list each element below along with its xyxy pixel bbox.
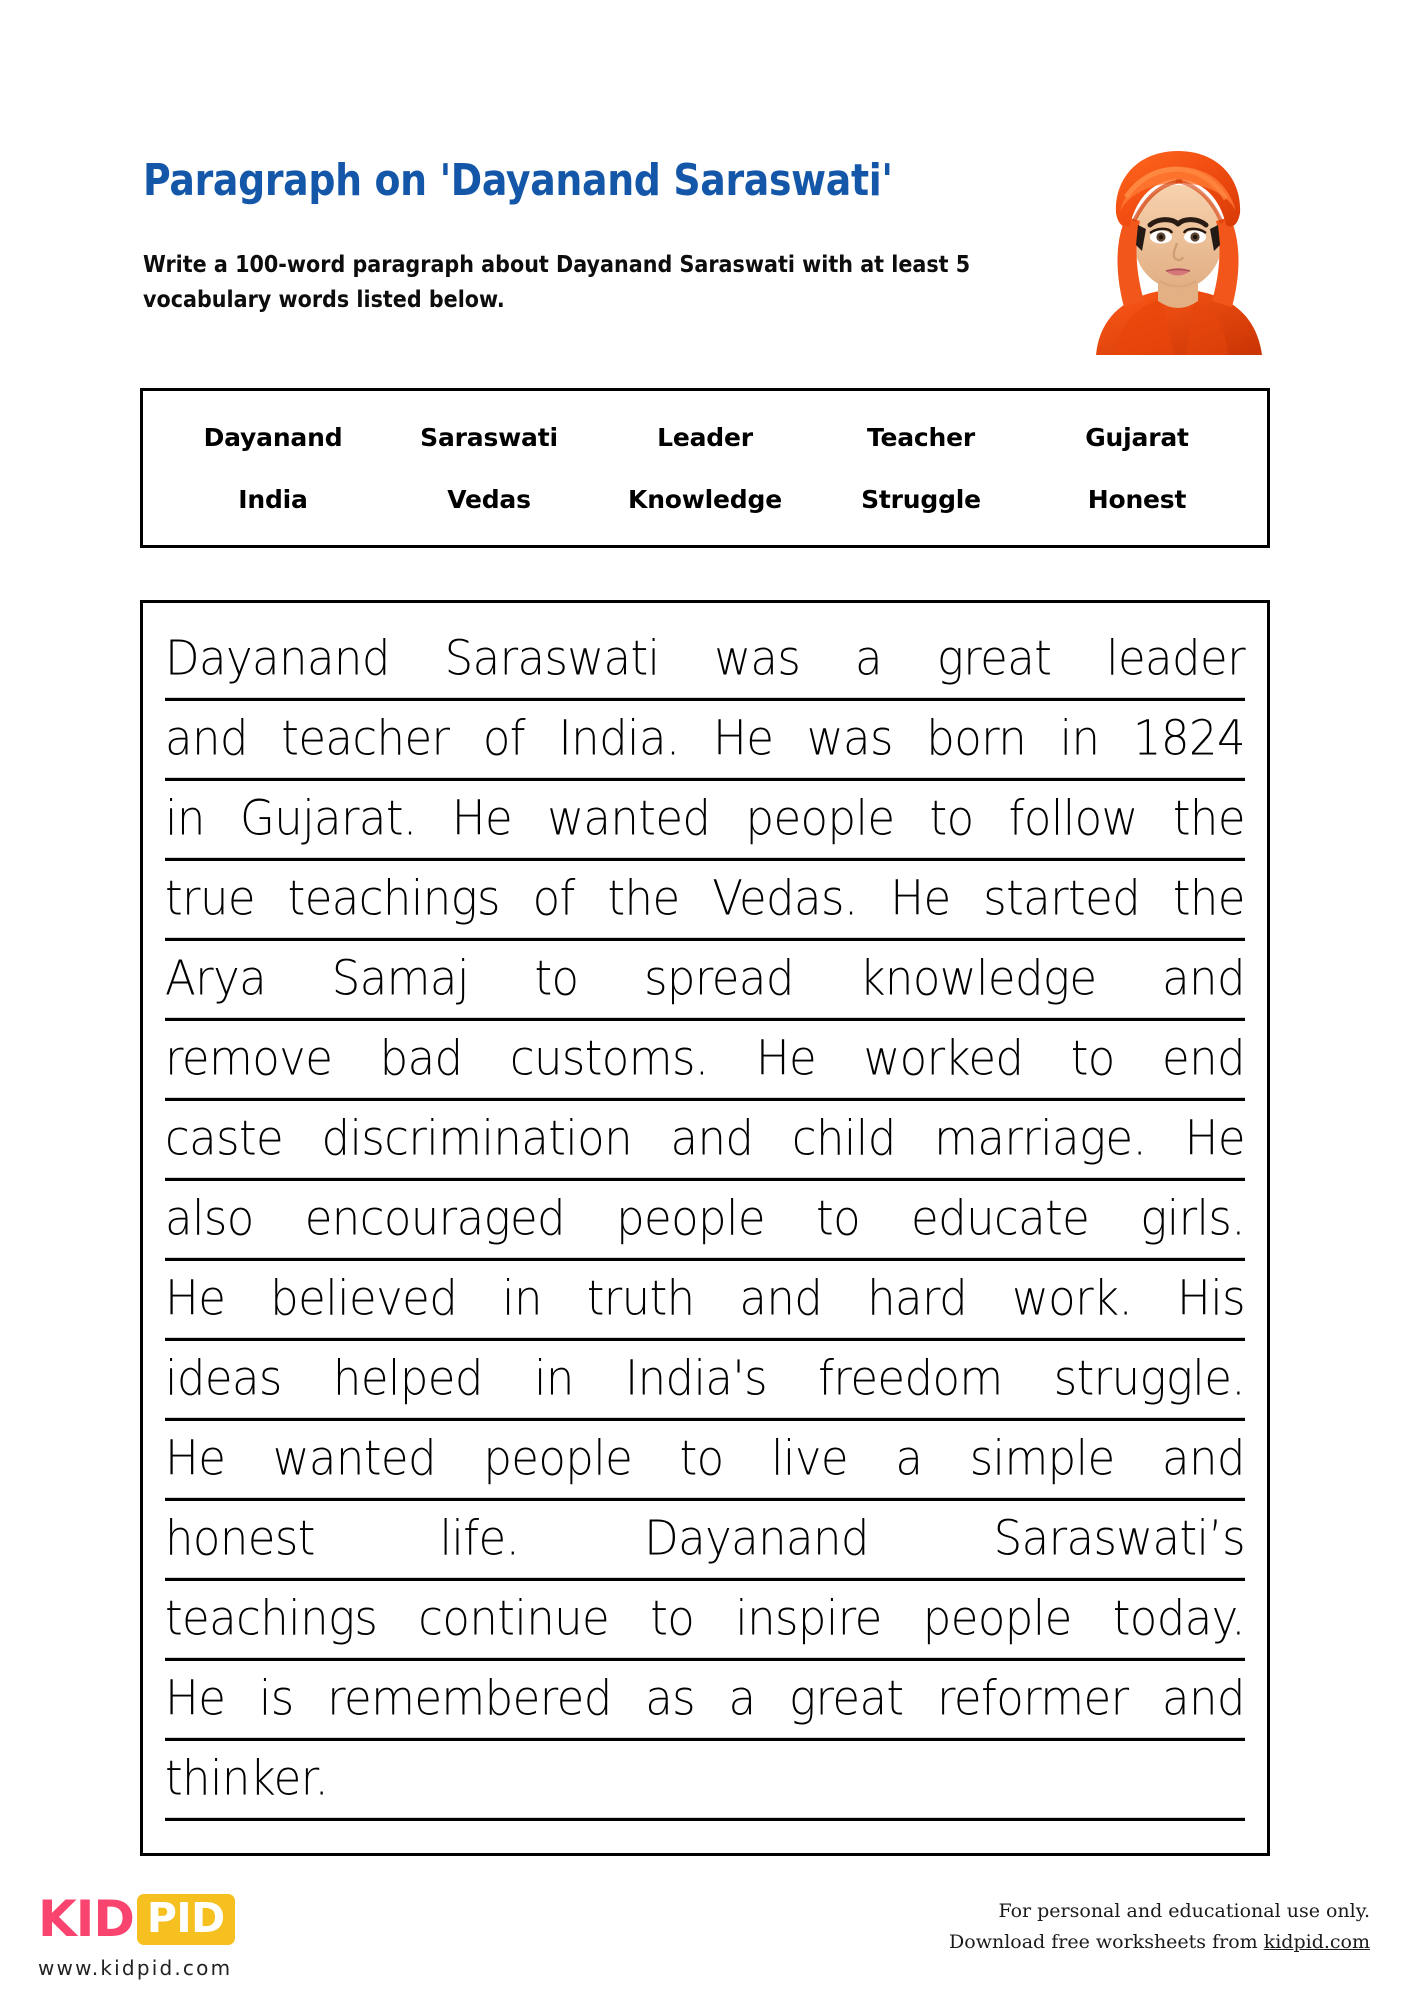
vocabulary-word: Struggle	[861, 484, 981, 514]
paragraph-word: work.	[1011, 1269, 1133, 1327]
paragraph-word: the	[1172, 789, 1245, 847]
paragraph-word: is	[258, 1669, 294, 1727]
paragraph-word: life.	[439, 1509, 520, 1567]
paragraph-word: a	[855, 629, 883, 687]
vocabulary-word: Gujarat	[1085, 422, 1189, 452]
paragraph-word: ideas	[165, 1349, 282, 1407]
logo-website-url: www.kidpid.com	[38, 1956, 233, 1980]
paragraph-word: He	[165, 1669, 226, 1727]
worksheet-header	[0, 0, 1414, 370]
paragraph-word: spread	[644, 949, 794, 1007]
paragraph-word: He	[755, 1029, 817, 1087]
paragraph-word: He	[713, 709, 774, 767]
footer-usage-note	[949, 1896, 1370, 1959]
paragraph-word: struggle.	[1053, 1349, 1245, 1407]
paragraph-word: He	[451, 789, 513, 847]
paragraph-line	[165, 1656, 1245, 1741]
paragraph-word: people	[745, 789, 895, 847]
paragraph-word: helped	[332, 1349, 483, 1407]
paragraph-word: bad	[379, 1029, 463, 1087]
footer-note-prefix: Download free worksheets from	[949, 1931, 1264, 1954]
paragraph-word: to	[534, 949, 579, 1007]
vocabulary-word: Teacher	[866, 422, 976, 452]
paragraph-word: educate	[911, 1189, 1090, 1247]
vocabulary-word: Vedas	[447, 484, 531, 514]
paragraph-word: and	[1162, 949, 1245, 1007]
paragraph-word: customs.	[509, 1029, 709, 1087]
paragraph-word: to	[679, 1429, 724, 1487]
vocabulary-word: Saraswati	[420, 422, 558, 452]
footer-note-line-2	[949, 1927, 1370, 1958]
paragraph-word: He	[165, 1269, 226, 1327]
paragraph-word: wanted	[272, 1429, 436, 1487]
paragraph-word: wanted	[547, 789, 711, 847]
paragraph-word: to	[816, 1189, 861, 1247]
paragraph-line	[165, 1176, 1245, 1261]
paragraph-line	[165, 1736, 1245, 1821]
paragraph-line	[165, 1336, 1245, 1421]
logo-kid-text: KID	[38, 1890, 134, 1948]
paragraph-word: of	[482, 709, 526, 767]
paragraph-line	[165, 1256, 1245, 1341]
vocabulary-row-1	[165, 406, 1245, 468]
paragraph-word: teachings	[165, 1589, 378, 1647]
paragraph-word: thinker.	[165, 1749, 329, 1807]
vocabulary-word: India	[238, 484, 308, 514]
paragraph-answer-box[interactable]	[140, 600, 1270, 1856]
paragraph-word: and	[165, 709, 248, 767]
paragraph-word: people	[483, 1429, 633, 1487]
paragraph-word: caste	[165, 1109, 284, 1167]
paragraph-word: born	[926, 709, 1027, 767]
paragraph-word: was	[714, 629, 801, 687]
paragraph-word: India's	[624, 1349, 768, 1407]
vocabulary-word: Honest	[1087, 484, 1187, 514]
paragraph-word: Gujarat.	[239, 789, 417, 847]
paragraph-word: child	[791, 1109, 896, 1167]
paragraph-word: and	[739, 1269, 823, 1327]
paragraph-word: people	[922, 1589, 1072, 1647]
paragraph-word: Dayanand	[644, 1509, 869, 1567]
paragraph-word: honest	[165, 1509, 315, 1567]
logo-pid-text: PID	[137, 1894, 235, 1945]
vocabulary-word: Leader	[657, 422, 753, 452]
paragraph-word: was	[806, 709, 893, 767]
paragraph-word: a	[728, 1669, 756, 1727]
paragraph-word: end	[1162, 1029, 1245, 1087]
vocabulary-word-box	[140, 388, 1270, 548]
paragraph-word: Saraswati	[444, 629, 660, 687]
paragraph-word: to	[929, 789, 974, 847]
kidpid-logo	[38, 1890, 368, 1980]
paragraph-line	[165, 776, 1245, 861]
paragraph-word: to	[1070, 1029, 1115, 1087]
paragraph-word: the	[1172, 869, 1245, 927]
paragraph-word: today.	[1112, 1589, 1245, 1647]
logo-mark	[38, 1890, 368, 1948]
page-title: Paragraph on 'Dayanand Saraswati'	[143, 155, 893, 206]
paragraph-word: He	[890, 869, 951, 927]
paragraph-word: teachings	[287, 869, 500, 927]
paragraph-word: true	[165, 869, 255, 927]
vocabulary-row-2	[165, 468, 1245, 530]
paragraph-word: great	[789, 1669, 904, 1727]
worksheet-instructions: Write a 100-word paragraph about Dayanand Saraswati with at least 5 vocabulary words listed below.	[143, 252, 971, 313]
paragraph-word: Dayanand	[165, 629, 390, 687]
paragraph-line	[165, 616, 1245, 701]
paragraph-word: and	[670, 1109, 754, 1167]
paragraph-line	[165, 1416, 1245, 1501]
paragraph-word: girls.	[1140, 1189, 1245, 1247]
paragraph-word: and	[1162, 1669, 1245, 1727]
paragraph-word: truth	[586, 1269, 695, 1327]
paragraph-word: remembered	[327, 1669, 612, 1727]
paragraph-line	[165, 1496, 1245, 1581]
paragraph-word: in	[502, 1269, 542, 1327]
paragraph-word: Samaj	[331, 949, 469, 1007]
paragraph-word: knowledge	[859, 949, 1097, 1007]
paragraph-line	[165, 1576, 1245, 1661]
paragraph-word: leader	[1106, 629, 1245, 687]
dayanand-saraswati-portrait-image	[1078, 125, 1278, 355]
paragraph-word: in	[534, 1349, 574, 1407]
paragraph-word: follow	[1008, 789, 1138, 847]
paragraph-word: teacher	[281, 709, 450, 767]
paragraph-line	[165, 856, 1245, 941]
paragraph-line	[165, 696, 1245, 781]
worksheet-footer	[0, 1880, 1414, 2000]
paragraph-word: marriage.	[934, 1109, 1147, 1167]
paragraph-word: Arya	[165, 949, 267, 1007]
paragraph-word: and	[1162, 1429, 1245, 1487]
paragraph-word: live	[771, 1429, 848, 1487]
paragraph-word: started	[983, 869, 1141, 927]
paragraph-word: great	[936, 629, 1052, 687]
paragraph-word: believed	[270, 1269, 458, 1327]
paragraph-line	[165, 936, 1245, 1021]
paragraph-word: freedom	[818, 1349, 1003, 1407]
paragraph-line	[165, 1096, 1245, 1181]
paragraph-word: people	[616, 1189, 765, 1247]
paragraph-word: the	[607, 869, 680, 927]
paragraph-word: in	[1059, 709, 1100, 767]
footer-note-line-1: For personal and educational use only.	[998, 1900, 1370, 1922]
paragraph-word: simple	[969, 1429, 1115, 1487]
paragraph-word: also	[165, 1189, 254, 1247]
kidpid-link[interactable]: kidpid.com	[1263, 1931, 1370, 1954]
paragraph-line	[165, 1016, 1245, 1101]
paragraph-word: His	[1177, 1269, 1245, 1327]
vocabulary-word: Knowledge	[628, 484, 782, 514]
paragraph-word: Vedas.	[712, 869, 858, 927]
paragraph-word: hard	[867, 1269, 968, 1327]
paragraph-word: reformer	[937, 1669, 1129, 1727]
paragraph-word: encouraged	[304, 1189, 566, 1247]
paragraph-word: He	[165, 1429, 226, 1487]
paragraph-word: worked	[863, 1029, 1024, 1087]
paragraph-word: remove	[165, 1029, 333, 1087]
paragraph-word: India.	[558, 709, 680, 767]
paragraph-word: continue	[418, 1589, 610, 1647]
paragraph-word: as	[645, 1669, 696, 1727]
paragraph-word: discrimination	[321, 1109, 633, 1167]
paragraph-word: He	[1184, 1109, 1245, 1167]
paragraph-word: inspire	[735, 1589, 882, 1647]
vocabulary-word: Dayanand	[203, 422, 343, 452]
paragraph-word: Saraswati’s	[993, 1509, 1245, 1567]
paragraph-word: in	[165, 789, 205, 847]
paragraph-word: a	[895, 1429, 923, 1487]
paragraph-word: of	[532, 869, 575, 927]
paragraph-word: 1824	[1132, 709, 1245, 767]
paragraph-word: to	[650, 1589, 695, 1647]
